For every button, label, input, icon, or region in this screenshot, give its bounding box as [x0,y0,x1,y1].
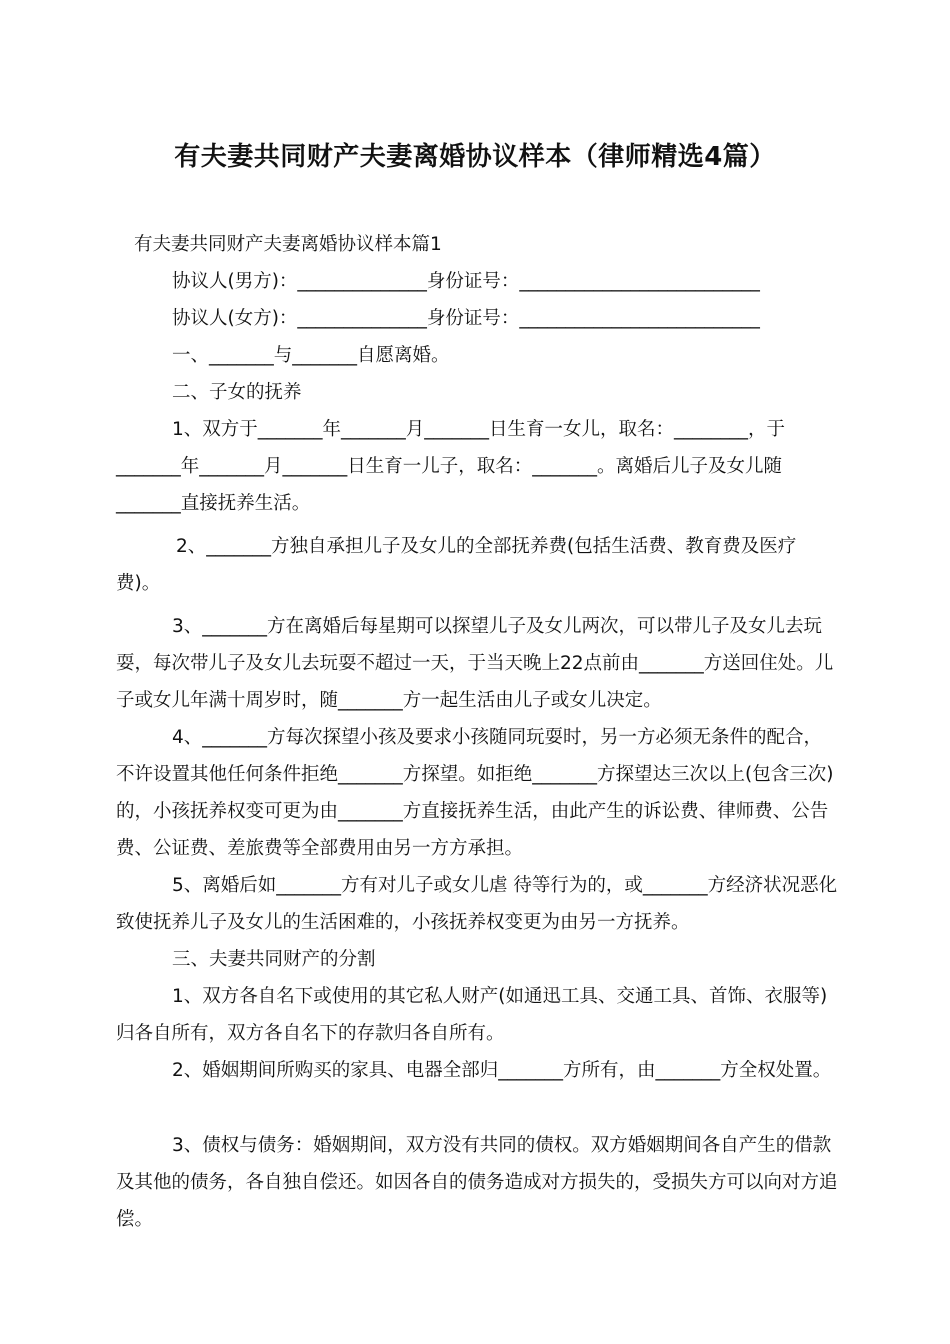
clause-property-3: 3、债权与债务：婚姻期间，双方没有共同的债权。双方婚姻期间各自产生的借款及其他的债务，各自独自偿还。如因各自的债务造成对方损失的，受损失方可以向对方追偿。 [116,1135,838,1230]
clause-children-2: 2、_______方独自承担儿子及女儿的全部抚养费(包括生活费、教育费及医疗费)。 [116,536,797,594]
clause-property-1: 1、双方各自名下或使用的其它私人财产(如通迅工具、交通工具、首饰、衣服等)归各自所有，双方各自名下的存款归各自所有。 [116,986,828,1044]
clause-property-2: 2、婚姻期间所购买的家具、电器全部归_______方所有，由_______方全权处置。 [172,1060,832,1081]
document-title: 有夫妻共同财产夫妻离婚协议样本（律师精选4篇） [174,142,776,172]
clause-children-5: 5、离婚后如_______方有对儿子或女儿虐 待等行为的，或_______方经济状况恶化致使抚养儿子及女儿的生活困难的，小孩抚养权变更为由另一方抚养。 [116,875,838,933]
party-female-line: 协议人(女方)：______________身份证号：__________________________ [172,308,760,329]
heading-property: 三、夫妻共同财产的分割 [172,949,376,970]
heading-children: 二、子女的抚养 [172,382,302,403]
party-male-line: 协议人(男方)：______________身份证号：__________________________ [172,271,760,292]
clause-children-1: 1、双方于_______年_______月_______日生育一女儿，取名：________，于_______年_______月_______日生育一儿子，取名：_______。离婚后儿子及女儿随_______直接抚养生活。 [116,419,786,514]
section-subtitle: 有夫妻共同财产夫妻离婚协议样本篇1 [134,234,442,255]
document-body [116,226,840,1238]
clause-divorce: 一、_______与_______自愿离婚。 [172,345,450,366]
clause-children-3: 3、_______方在离婚后每星期可以探望儿子及女儿两次，可以带儿子及女儿去玩耍，每次带儿子及女儿去玩耍不超过一天，于当天晚上22点前由_______方送回住处。儿子或女儿年满十周岁时，随_______方一起生活由儿子或女儿决定。 [116,616,834,711]
clause-children-4: 4、_______方每次探望小孩及要求小孩随同玩耍时，另一方必须无条件的配合，不许设置其他任何条件拒绝_______方探望。如拒绝_______方探望达三次以上(包含三次)的，小孩抚养权变可更为由_______方直接抚养生活，由此产生的诉讼费、律师费、公告费、公证费、差旅费等全部费用由另一方方承担。 [116,727,834,859]
